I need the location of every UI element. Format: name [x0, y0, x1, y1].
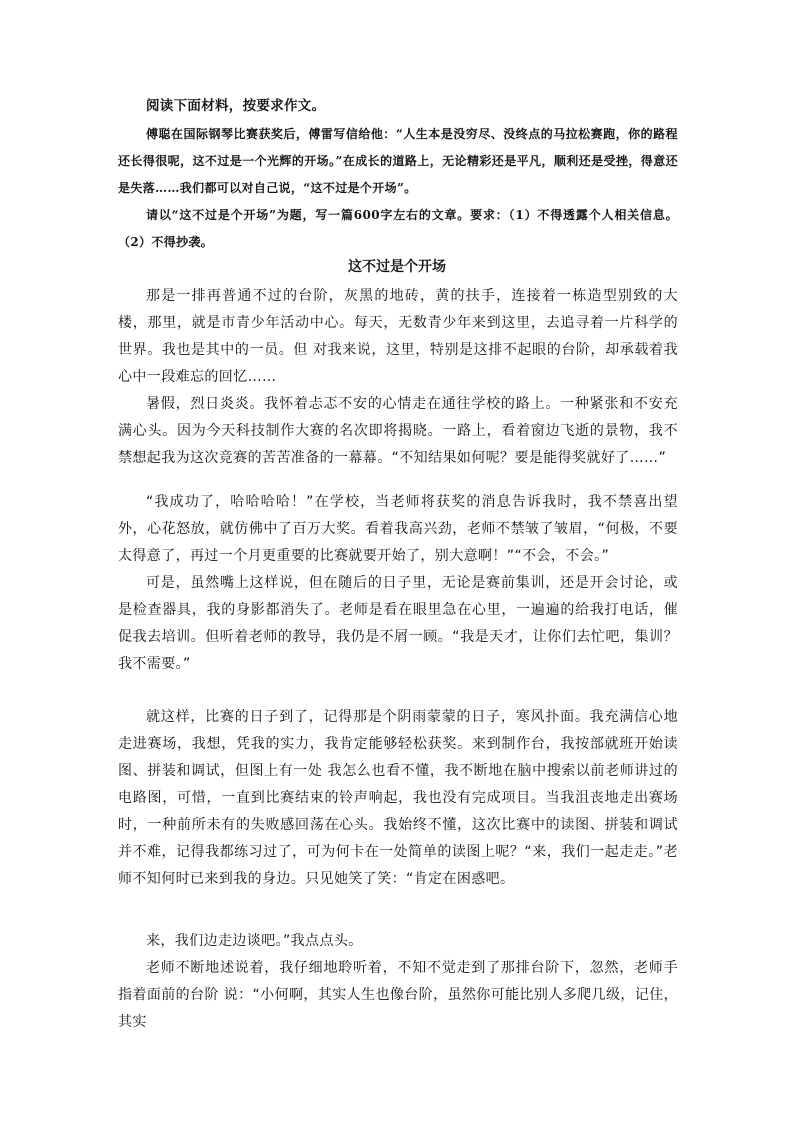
essay-paragraph-2	[118, 391, 678, 472]
paragraph-text: 来，我们边走边谈吧。”我点点头。	[146, 933, 363, 949]
essay-title: 这不过是个开场	[348, 259, 446, 275]
essay-paragraph-3	[118, 489, 678, 570]
prompt-material-text: 傅聪在国际钢琴比赛获奖后，傅雷写信给他：“人生本是没穷尽、没终点的马拉松赛跑，你的路程还长得很呢，这不过是一个光辉的开场。”在成长的道路上，无论精彩还是平凡，顺利还是受挫，得意还是失落……我们都可以对自己说，“这不过是个开场”。	[118, 127, 678, 195]
essay-paragraph-5	[118, 704, 678, 893]
paragraph-text: 老师不断地述说着，我仔细地聆听着，不知不觉走到了那排台阶下，忽然，老师手指着面前的台阶 说：“小何啊，其实人生也像台阶，虽然你可能比别人多爬几级，记住，其实	[118, 960, 678, 1030]
paragraph-text: 就这样，比赛的日子到了，记得那是个阴雨蒙蒙的日子，寒风扑面。我充满信心地走进赛场，我想，凭我的实力，我肯定能够轻松获奖。来到制作台，我按部就班开始读图、拼装和调试，但图上有一处 我怎么也看不懂，我不断地在脑中搜索以前老师讲过的电路图，可惜，一直到比赛结束的铃声响起，我也没有完成项目。当我沮丧地走出赛场时，一种前所未有的失败感回荡在心头。我始终不懂，这次比赛中的读图、拼装和调试并不难，记得我都练习过了，可为何卡在一处简单的读图上呢？“来，我们一起走走。”老师不知何时已来到我的身边。只见她笑了笑：“肯定在困惑吧。	[118, 709, 678, 887]
essay-paragraph-6	[118, 928, 678, 955]
essay-paragraph-1	[118, 283, 678, 391]
paragraph-text: 暑假，烈日炎炎。我怀着忐忑不安的心情走在通往学校的路上。一种紧张和不安充满心头。因为今天科技制作大赛的名次即将揭晓。一路上，看着窗边飞逝的景物，我不禁想起我为这次竞赛的苦苦准备的一幕幕。“不知结果如何呢？要是能得奖就好了……”	[118, 396, 678, 466]
prompt-material	[118, 121, 678, 202]
paragraph-text: 那是一排再普通不过的台阶，灰黑的地砖，黄的扶手，连接着一栋造型别致的大楼，那里，就是市青少年活动中心。每天，无数青少年来到这里，去追寻着一片科学的世界。我也是其中的一员。但 对我来说，这里，特别是这排不起眼的台阶，却承载着我心中一段难忘的回忆……	[118, 288, 678, 385]
essay-paragraph-7	[118, 955, 678, 1036]
prompt-requirement	[118, 202, 678, 256]
prompt-heading: 阅读下面材料，按要求作文。	[146, 98, 326, 114]
paragraph-text: “我成功了，哈哈哈哈！”在学校，当老师将获奖的消息告诉我时，我不禁喜出望外，心花怒放，就仿佛中了百万大奖。看着我高兴劲，老师不禁皱了皱眉，“何极，不要太得意了，再过一个月更重要的比赛就要开始了，别大意啊！”“不会，不会。”	[118, 494, 678, 564]
essay-paragraph-4	[118, 570, 678, 678]
paragraph-text: 可是，虽然嘴上这样说，但在随后的日子里，无论是赛前集训，还是开会讨论，或是检查器具，我的身影都消失了。老师是看在眼里急在心里，一遍遍的给我打电话，催促我去培训。但听着老师的教导，我仍是不屑一顾。“我是天才，让你们去忙吧，集训？我不需要。”	[118, 575, 678, 672]
prompt-requirement-text: 请以“这不过是个开场”为题，写一篇600字左右的文章。要求：（1）不得透露个人相关信息。（2）不得抄袭。	[118, 208, 678, 249]
